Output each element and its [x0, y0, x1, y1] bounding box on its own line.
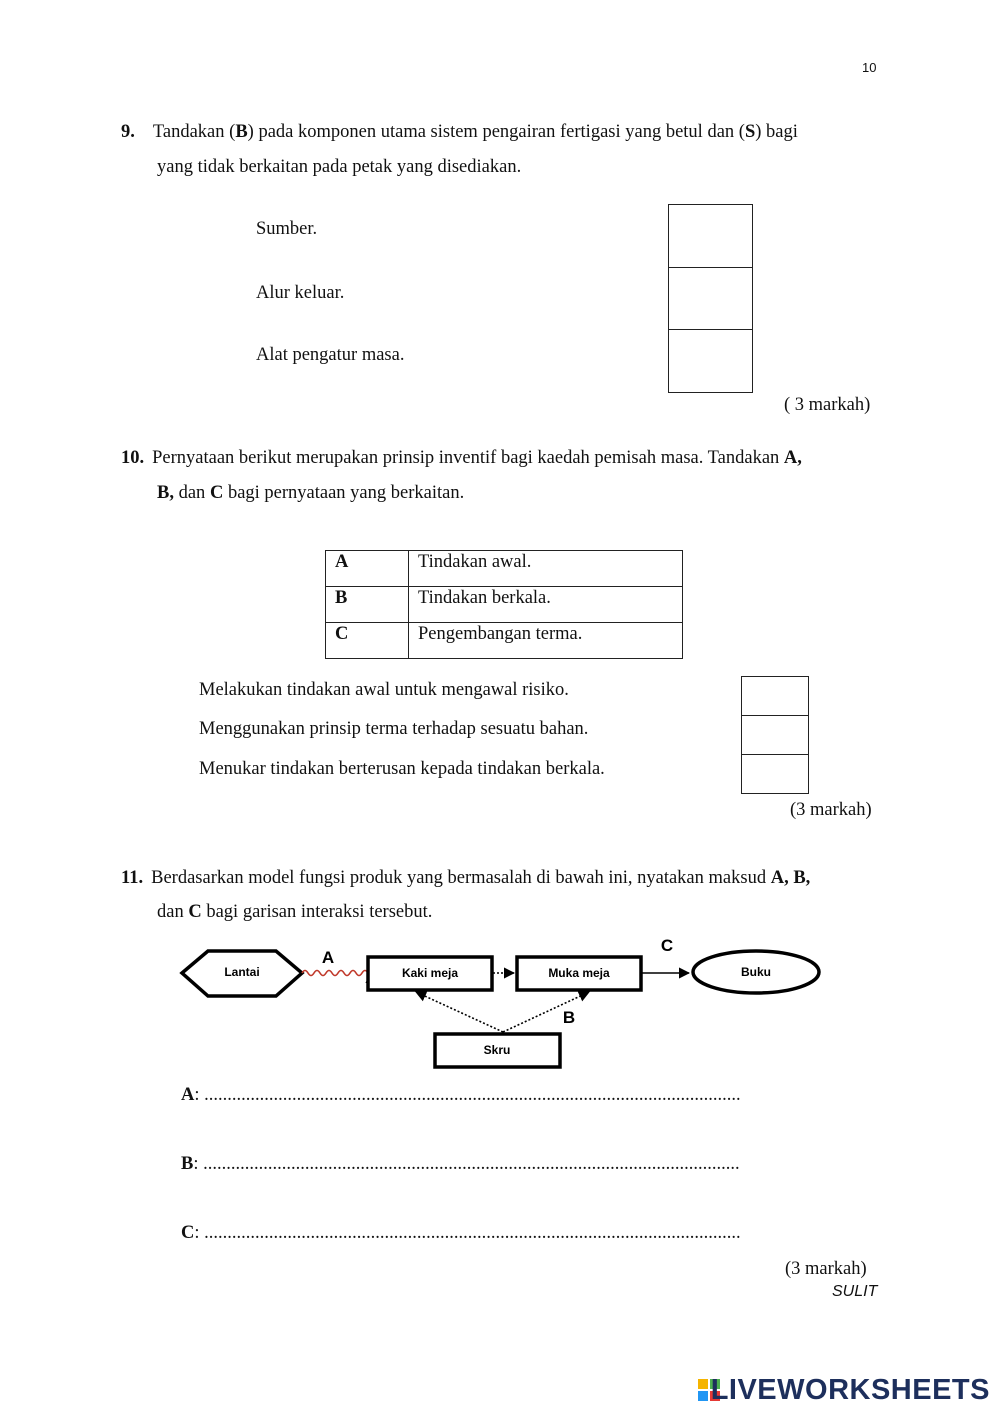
answer-dots-b: : ....................................................................................................................: [193, 1154, 740, 1174]
skru-label: Skru: [483, 1043, 511, 1057]
label-b: B: [562, 1008, 576, 1027]
q11-bold-c: C: [188, 902, 202, 922]
q9-bold-b: B: [235, 122, 248, 142]
q10-text-d: bagi pernyataan yang berkaitan.: [223, 483, 465, 503]
q11-text-c2: bagi garisan interaksi tersebut.: [201, 902, 433, 922]
answer-dots-a: : ....................................................................................................................: [194, 1085, 741, 1105]
q9-item-3: Alat pengatur masa.: [256, 345, 405, 365]
table-row: [326, 623, 683, 659]
q11-text-a2: dan: [157, 902, 189, 922]
label-a: A: [321, 948, 335, 967]
q9-item-2: Alur keluar.: [256, 283, 345, 303]
q9-text-c: ) pada komponen utama sistem pengairan fertigasi yang betul dan (: [247, 122, 745, 142]
q10-marks: (3 markah): [790, 800, 872, 820]
q10-bold-c: C: [209, 483, 224, 503]
q10-text-a: Pernyataan berikut merupakan prinsip inventif bagi kaedah pemisah masa. Tandakan: [152, 448, 784, 468]
q9-answer-box-1[interactable]: [668, 204, 753, 268]
q10-options-table: [325, 550, 683, 659]
q10-bold-b: B,: [157, 483, 174, 503]
brand-name: LIVEWORKSHEETS: [710, 1374, 990, 1406]
q9-bold-s: S: [744, 122, 756, 142]
table-row: [326, 551, 683, 587]
q11-text-a: Berdasarkan model fungsi produk yang bermasalah di bawah ini, nyatakan maksud: [151, 868, 771, 888]
q11-line2: [157, 902, 432, 923]
q9-line2: yang tidak berkaitan pada petak yang disediakan.: [157, 157, 522, 177]
muka-meja-label: Muka meja: [548, 966, 610, 980]
q10-line2: [157, 483, 464, 504]
interaction-line-a: [302, 971, 371, 976]
q9-text-a: Tandakan (: [152, 122, 236, 142]
q9-marks: ( 3 markah): [784, 395, 871, 415]
q10-text-b: dan: [173, 483, 210, 503]
q10-answer-box-2[interactable]: [741, 715, 809, 755]
label-c: C: [660, 936, 674, 955]
q10-statement-3: Menukar tindakan berterusan kepada tindakan berkala.: [199, 759, 605, 779]
q11-number: 11.: [121, 868, 144, 888]
q9-answer-box-3[interactable]: [668, 329, 753, 393]
q10-key-a: A: [326, 551, 409, 587]
buku-label: Buku: [741, 965, 771, 979]
interaction-line-b-left: [416, 992, 503, 1032]
interaction-line-b-right: [503, 992, 589, 1032]
q9-item-1: Sumber.: [256, 219, 318, 239]
page-number: 10: [862, 60, 877, 75]
table-row: [326, 587, 683, 623]
kaki-meja-label: Kaki meja: [401, 966, 459, 980]
q10-answer-box-3[interactable]: [741, 754, 809, 794]
q9-text-e: ) bagi: [755, 122, 798, 142]
q9-number: 9.: [121, 122, 135, 142]
q10-number: 10.: [121, 448, 145, 468]
q10-key-c: C: [326, 623, 409, 659]
answer-label-a: A: [181, 1085, 195, 1105]
answer-line-b[interactable]: [181, 1154, 740, 1175]
q10-statement-2: Menggunakan prinsip terma terhadap sesuatu bahan.: [199, 719, 589, 739]
answer-line-c[interactable]: [181, 1223, 741, 1244]
q11-line1: [121, 868, 810, 889]
q10-value-c: Pengembangan terma.: [409, 623, 683, 659]
answer-line-a[interactable]: [181, 1085, 741, 1106]
sulit-label: SULIT: [832, 1283, 878, 1300]
q10-key-b: B: [326, 587, 409, 623]
q11-marks: (3 markah): [785, 1259, 867, 1279]
function-model-diagram: [170, 930, 830, 1075]
q9-line1: [121, 122, 798, 143]
q10-line1: [121, 448, 802, 469]
lantai-label: Lantai: [224, 965, 260, 979]
q10-bold-a: A,: [783, 448, 802, 468]
q10-answer-box-1[interactable]: [741, 676, 809, 716]
q10-statement-1: Melakukan tindakan awal untuk mengawal risiko.: [199, 680, 569, 700]
answer-dots-c: : ....................................................................................................................: [194, 1223, 741, 1243]
q9-answer-box-2[interactable]: [668, 267, 753, 330]
answer-label-b: B: [181, 1154, 194, 1174]
q10-value-b: Tindakan berkala.: [409, 587, 683, 623]
q11-bold-ab: A, B,: [770, 868, 811, 888]
answer-label-c: C: [181, 1223, 195, 1243]
q10-value-a: Tindakan awal.: [409, 551, 683, 587]
